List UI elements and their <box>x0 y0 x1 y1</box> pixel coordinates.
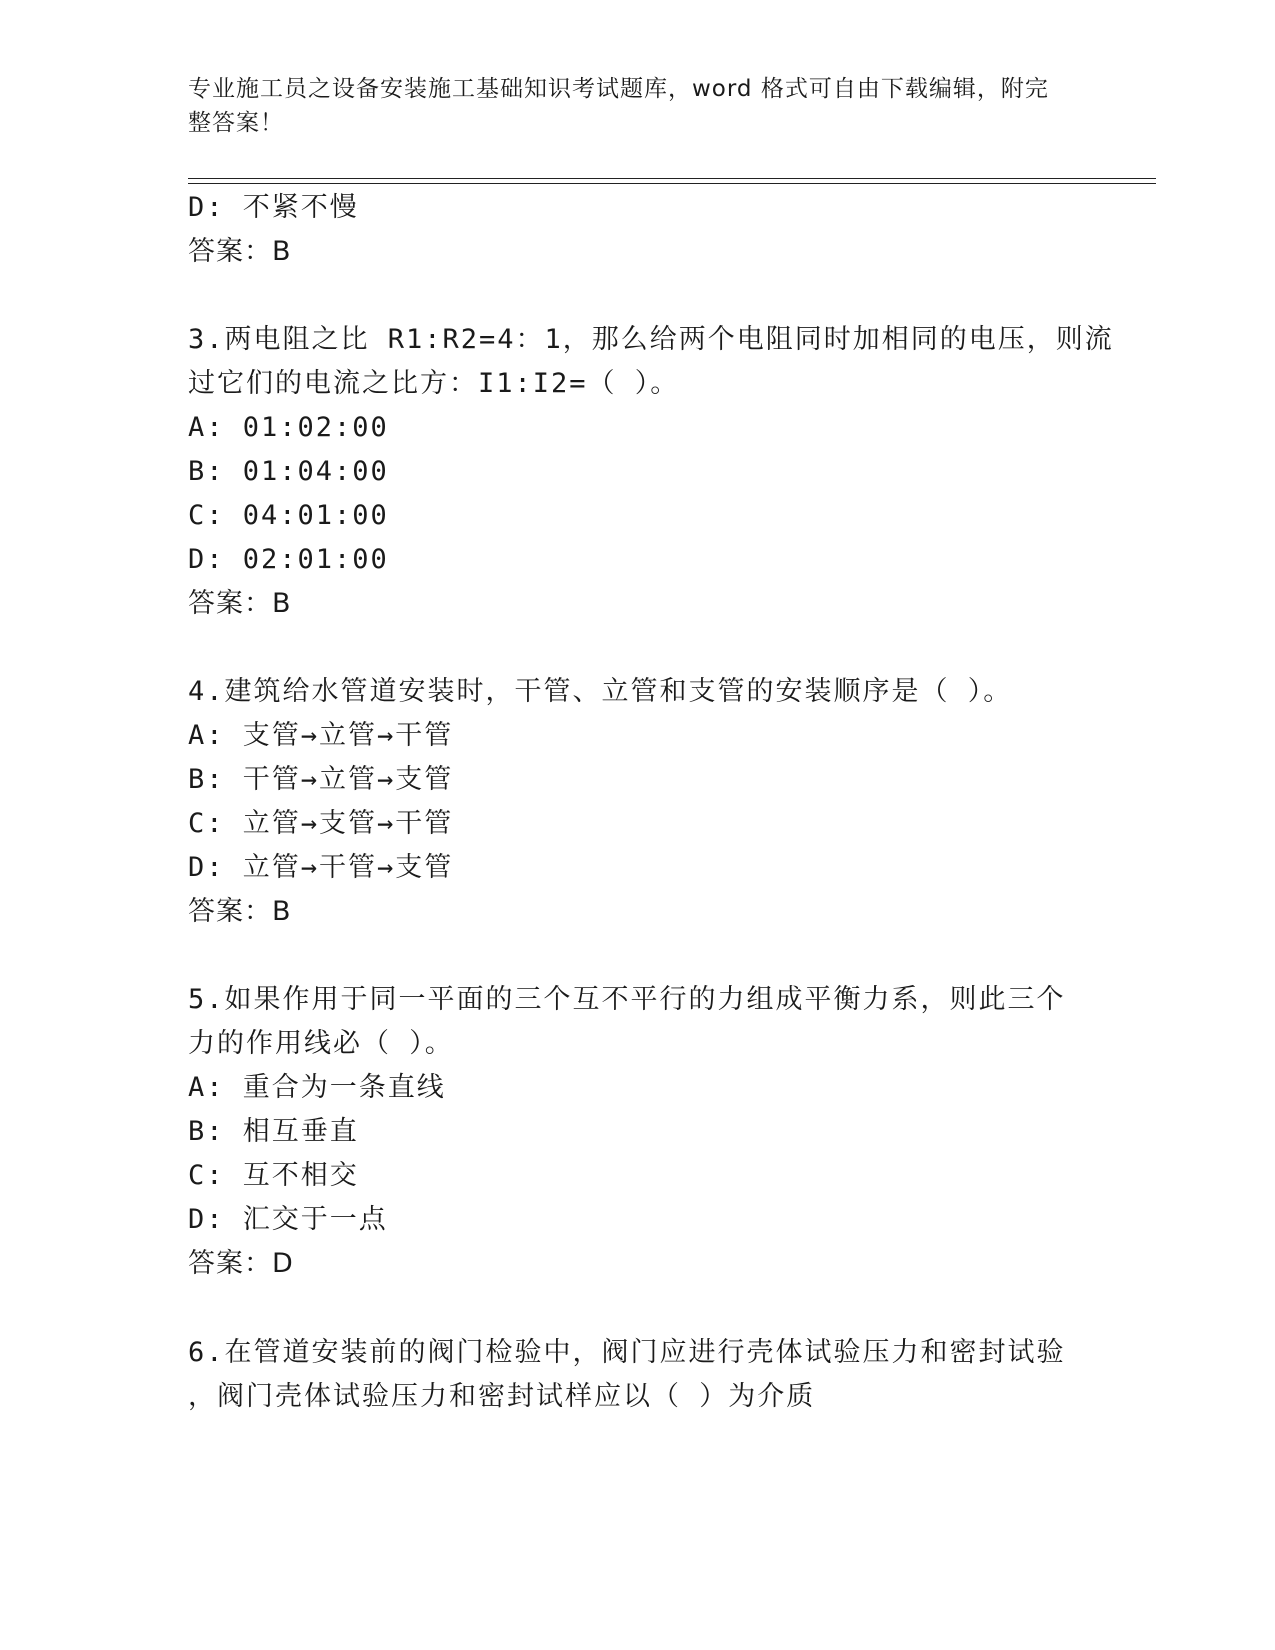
q5-stem-line-2: 力的作用线必（ ）。 <box>188 1028 454 1059</box>
header-divider-top <box>188 178 1156 179</box>
q6-stem-line-1: 6.在管道安装前的阀门检验中，阀门应进行壳体试验压力和密封试验 <box>188 1337 1066 1368</box>
q4-option-a: A: 支管→立管→干管 <box>188 720 454 751</box>
q5-option-c: C: 互不相交 <box>188 1160 359 1191</box>
q3-stem-line-1: 3.两电阻之比 R1:R2=4：1，那么给两个电阻同时加相同的电压，则流 <box>188 324 1114 355</box>
header-line-2: 整答案！ <box>188 110 284 136</box>
q6-stem-line-2: ，阀门壳体试验压力和密封试样应以（ ）为介质 <box>188 1381 816 1412</box>
q3-answer: 答案：B <box>188 588 292 619</box>
q3-option-a: A: 01:02:00 <box>188 412 389 443</box>
q2-option-d: D: 不紧不慢 <box>188 192 359 223</box>
q5-answer: 答案：D <box>188 1248 294 1279</box>
q4-stem-line-1: 4.建筑给水管道安装时，干管、立管和支管的安装顺序是（ ）。 <box>188 676 1013 707</box>
q5-stem-line-1: 5.如果作用于同一平面的三个互不平行的力组成平衡力系，则此三个 <box>188 984 1066 1015</box>
header-divider-bottom <box>188 183 1156 184</box>
q5-option-d: D: 汇交于一点 <box>188 1204 388 1235</box>
q4-answer: 答案：B <box>188 896 292 927</box>
q2-answer: 答案：B <box>188 236 292 267</box>
q4-option-c: C: 立管→支管→干管 <box>188 808 454 839</box>
q3-option-b: B: 01:04:00 <box>188 456 389 487</box>
document-header <box>188 72 1078 140</box>
q3-stem-line-2: 过它们的电流之比方：I1:I2=（ ）。 <box>188 368 680 399</box>
q4-option-d: D: 立管→干管→支管 <box>188 852 454 883</box>
q5-option-b: B: 相互垂直 <box>188 1116 359 1147</box>
q5-option-a: A: 重合为一条直线 <box>188 1072 446 1103</box>
q3-option-d: D: 02:01:00 <box>188 544 389 575</box>
q4-option-b: B: 干管→立管→支管 <box>188 764 454 795</box>
q3-option-c: C: 04:01:00 <box>188 500 389 531</box>
header-line-1: 专业施工员之设备安装施工基础知识考试题库，word 格式可自由下载编辑，附完 <box>188 76 1049 102</box>
